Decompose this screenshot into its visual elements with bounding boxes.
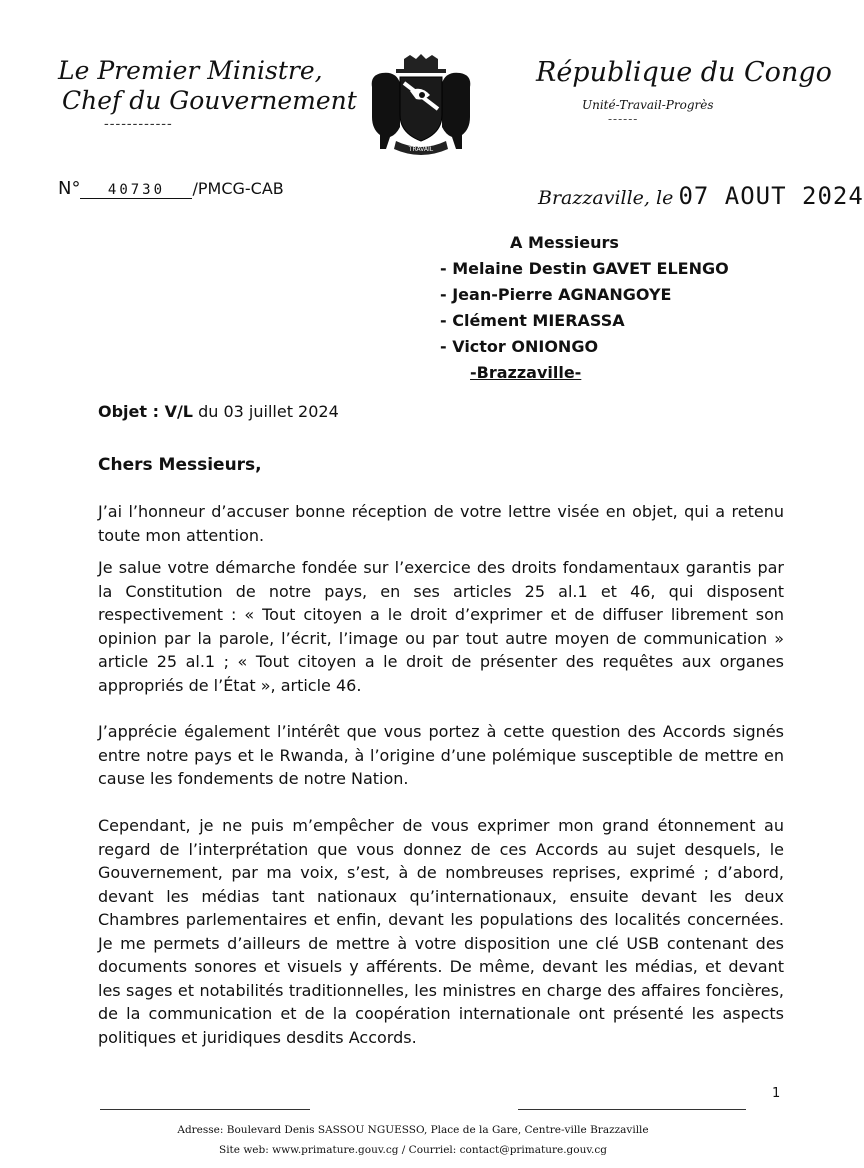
issuer-line-1: Le Premier Ministre, [58, 56, 323, 85]
reference-value: 40730 [80, 182, 192, 199]
footer-rule-right [518, 1109, 746, 1110]
date-stamp: 07 AOUT 2024 [678, 182, 864, 210]
issuer-separator: ------------ [104, 116, 173, 132]
place: Brazzaville, le [538, 187, 674, 209]
body-paragraph: J’apprécie également l’intérêt que vous portez à cette question des Accords signés entre notre pays et le Rwanda, à l’origine d’une polémique susceptible de mettre en cause les fondements de notre Nation. [98, 722, 784, 788]
recipient-name: - Jean-Pierre AGNANGOYE [440, 285, 672, 304]
page-number: 1 [772, 1086, 781, 1101]
footer [0, 1120, 826, 1160]
footer-address: Adresse: Boulevard Denis SASSOU NGUESSO, Place de la Gare, Centre-ville Brazzaville [177, 1124, 649, 1136]
issuer-line-2: Chef du Gouvernement [62, 86, 357, 115]
ribbon-text: TRAVAIL [408, 146, 434, 153]
coat-of-arms-icon [366, 57, 476, 157]
recipient-name: - Clément MIERASSA [440, 311, 625, 330]
footer-rule [100, 1109, 746, 1111]
subject-line [98, 402, 339, 421]
city-text: -Brazzaville- [470, 363, 582, 382]
country-motto: Unité-Travail-Progrès [582, 98, 714, 112]
body-paragraph: Cependant, je ne puis m’empêcher de vous exprimer mon grand étonnement au regard de l’interprétation que vous donnez de ces Accords au sujet desquels, le Gouvernement, par ma voix, s’est, à de nombreuses reprises, exprimé ; d’abord, devant les médias tant nationaux qu’internationaux, ensuite devant les deux Chambres parlementaires et enfin, devant les populations des localités concernées. Je me permets d’ailleurs de mettre à votre disposition une clé USB contenant des documents sonores et visuels y afférents. De même, devant les médias, et devant les sages et notabilités traditionnelles, les ministres en charge des affaires foncières, de la communication et de la coopération internationale ont présenté les aspects politiques et juridiques desdits Accords. [98, 816, 784, 1047]
footer-contact: Site web: www.primature.gouv.cg / Courriel: contact@primature.gouv.cg [219, 1144, 607, 1156]
place-date [538, 182, 864, 210]
recipients-city [440, 360, 729, 386]
reference-number [58, 178, 284, 199]
reference-prefix: N° [58, 178, 81, 199]
footer-rule-left [100, 1109, 310, 1110]
recipients-title: A Messieurs [510, 233, 619, 252]
salutation: Chers Messieurs, [98, 455, 262, 475]
right-header [536, 56, 832, 126]
recipient-name: - Melaine Destin GAVET ELENGO [440, 259, 729, 278]
recipients-block [440, 230, 729, 386]
body-paragraph: J’ai l’honneur d’accuser bonne réception de votre lettre visée en objet, qui a retenu toute mon attention. [98, 502, 784, 545]
recipient-name: - Victor ONIONGO [440, 337, 599, 356]
subject-text: du 03 juillet 2024 [198, 402, 339, 421]
left-header [58, 56, 357, 132]
motto-separator: ------ [608, 112, 639, 126]
country-title: République du Congo [536, 57, 832, 88]
subject-label: Objet : V/L [98, 402, 193, 421]
body-paragraph: Je salue votre démarche fondée sur l’exercice des droits fondamentaux garantis par la Constitution de notre pays, en ses articles 25 al.1 et 46, qui disposent respectivement : « Tout citoyen a le droit d’exprimer et de diffuser librement son opinion par la parole, l’écrit, l’image ou par tout autre moyen de communication » article 25 al.1 ; « Tout citoyen a le droit de présenter des requêtes aux organes appropriés de l’État », article 46. [98, 558, 784, 695]
reference-suffix: /PMCG-CAB [192, 179, 284, 198]
